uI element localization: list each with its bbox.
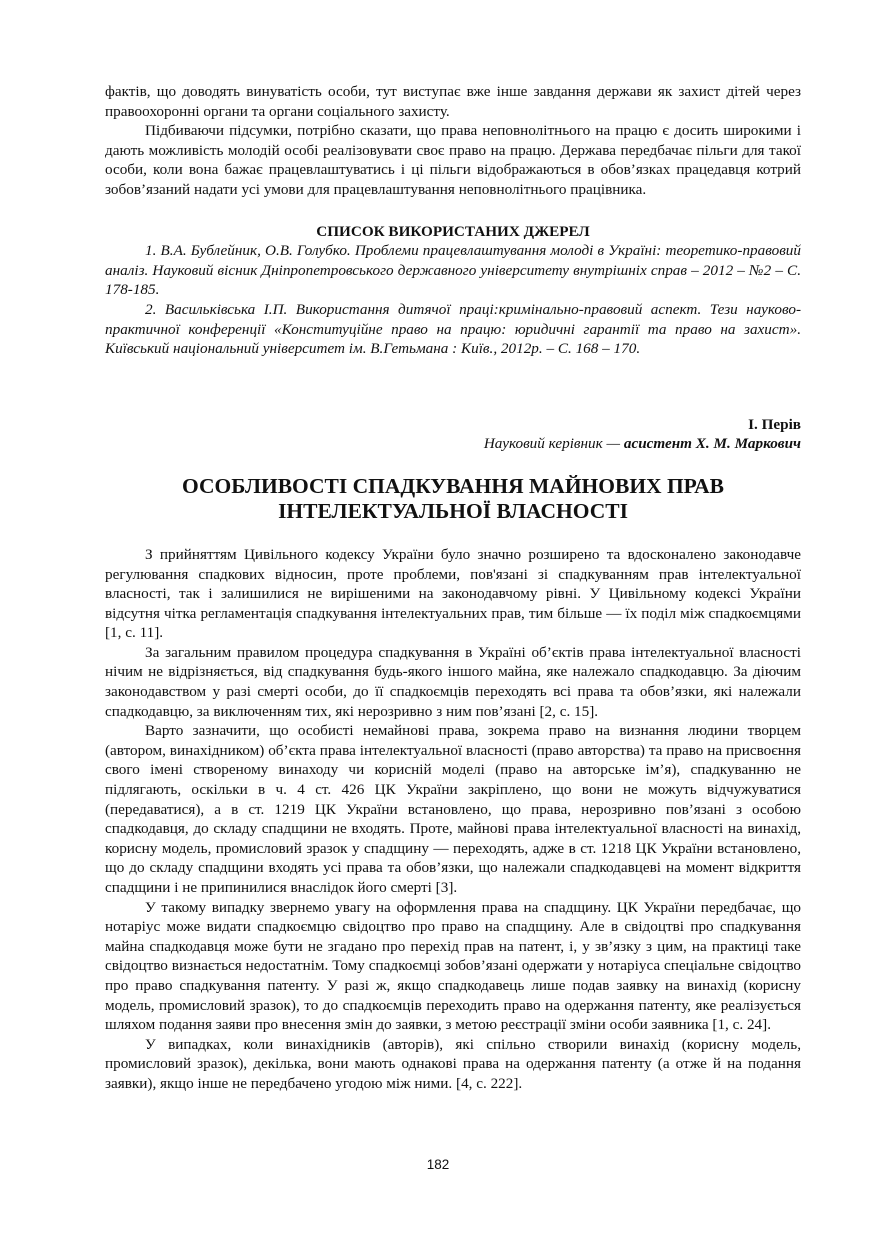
author-name: І. Перів (748, 415, 801, 433)
article-paragraph-2: За загальним правилом процедура спадкування в Україні об’єктів права інтелектуальної власності нічим не відрізняється, від спадкування будь-якого іншого майна, яке належало спадкодавцю. За діючим законодавством у разі смерті особи, до її спадкоємців переходять всі права та обов’язки, які належали спадкодавцю, за виключенням тих, які нерозривно з ним пов’язані [2, с. 15]. (105, 643, 801, 720)
reference-item-2: 2. Васильківська І.П. Використання дитячої праці:кримінально-правовий аспект. Тези науково-практичної конференції «Конституційне право на працю: юридичні гарантії та право на захист». Київський національний університет ім. В.Гетьмана : Київ., 2012р. – С. 168 – 170. (105, 300, 801, 358)
supervisor-role: Науковий керівник — (483, 435, 624, 453)
page-number: 182 (426, 1157, 450, 1172)
intro-paragraph-2: Підбиваючи підсумки, потрібно сказати, що права неповнолітнього на працю є досить широкими і дають можливість молодій особі реалізовувати своє право на працю. Держава передбачає пільги для такої особи, коли вона бажає працевлаштуватись і ці пільги відображаються в обов’язках працедавця котрий зобов’язаний надати усі умови для працевлаштування неповнолітнього працівника. (105, 122, 801, 198)
supervisor-line (105, 434, 801, 454)
reference-item-1: 1. В.А. Бублейник, О.В. Голубко. Проблеми працевлаштування молоді в Україні: теоретико-правовий аналіз. Науковий вісник Дніпропетровського державного університету внутрішніх справ – 2012 – №2 – С. 178-185. (105, 242, 801, 299)
author-block (105, 415, 801, 454)
intro-paragraph-1: фактів, що доводять винуватість особи, тут виступає вже інше завдання держави як захист дітей через правоохоронні органи та органи соціального захисту. (105, 83, 801, 120)
article-title (105, 474, 801, 524)
references-title: СПИСОК ВИКОРИСТАНИХ ДЖЕРЕЛ (316, 222, 590, 240)
article-paragraph-3: Варто зазначити, що особисті немайнові права, зокрема право на визнання людини творцем (автором, винахідником) об’єкта права інтелектуальної власності (право авторства) та право на присвоєння свого імені створеному винаходу чи корисній моделі (право на авторське ім’я), спадкуванню не підлягають, оскільки в ч. 4 ст. 426 ЦК України закріплено, що вони не можуть відчужуватися (передаватися), а в ст. 1219 ЦК України встановлено, що права, нерозривно пов’язані з особою спадкодавця, до складу спадщини не входять. Проте, майнові права інтелектуальної власності на винахід, корисну модель, промисловий зразок у спадщину — переходять, адже в ст. 1218 ЦК України встановлено, що до складу спадщини входять усі права та обов’язки, що належали спадкодавцеві на момент відкриття спадщини і не припинилися внаслідок його смерті [3]. (105, 722, 801, 896)
page-content (105, 82, 801, 1094)
supervisor-name: асистент Х. М. Маркович (623, 435, 801, 453)
article-paragraph-4: У такому випадку звернемо увагу на оформлення права на спадщину. ЦК України передбачає, що нотаріус може видати спадкоємцю свідоцтво про право на спадщину. Але в свідоцтві про спадкування майна спадкодавця може бути не згадано про перехід прав на патент, і, у зв’язку з цим, на практиці таке свідоцтво визнається недостатнім. Тому спадкоємці зобов’язані одержати у нотаріуса спеціальне свідоцтво про право спадкування патенту. У разі ж, якщо спадкодавець лише подав заявку на винахід (корисну модель, промисловий зразок), то до спадкоємців переходить право на одержання патенту, яке реалізується шляхом подання заяви про внесення змін до заявки, з метою реєстрації зміни особи заявника [1, с. 24]. (105, 898, 801, 1034)
article-paragraph-1: З прийняттям Цивільного кодексу України було значно розширено та вдосконалено законодавче регулювання спадкових відносин, проте проблеми, пов'язані зі спадкуванням прав інтелектуальної власності, так і залишилися не вирішеними на законодавчому рівні. У Цивільному кодексі України відсутня чітка регламентація спадкування інтелектуальних прав, тим більше — їх поділ між спадкоємцями [1, с. 11]. (105, 545, 801, 642)
article-paragraph-5: У випадках, коли винахідників (авторів), які спільно створили винахід (корисну модель, промисловий зразок), декілька, вони мають однакові права на одержання патенту (а отже й на подання заявки), якщо інше не передбачено угодою між ними. [4, с. 222]. (105, 1035, 801, 1092)
article-title-line-2: ІНТЕЛЕКТУАЛЬНОЇ ВЛАСНОСТІ (278, 498, 628, 523)
article-title-line-1: ОСОБЛИВОСТІ СПАДКУВАННЯ МАЙНОВИХ ПРАВ (182, 473, 724, 498)
